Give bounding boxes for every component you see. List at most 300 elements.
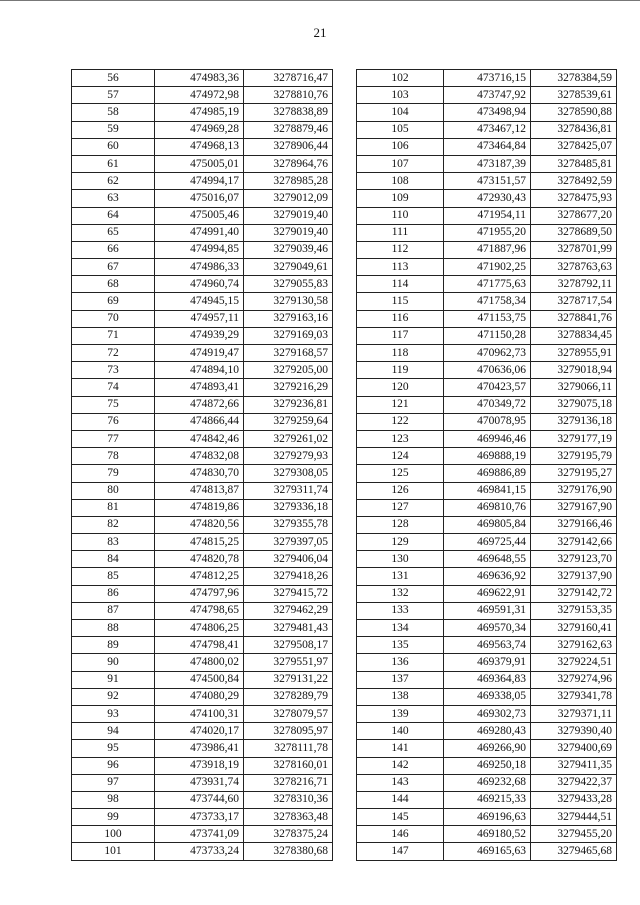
table-row — [357, 551, 617, 568]
table-row — [72, 224, 333, 241]
x-coordinate-cell: 469250,18 — [444, 757, 531, 774]
top-border-line — [0, 0, 640, 1]
table-row — [72, 585, 333, 602]
y-coordinate-cell: 3279019,40 — [244, 224, 333, 241]
point-number-cell: 96 — [72, 757, 155, 774]
x-coordinate-cell: 473151,57 — [444, 173, 531, 190]
point-number-cell: 122 — [357, 413, 444, 430]
y-coordinate-cell: 3279195,79 — [531, 448, 617, 465]
x-coordinate-cell: 470423,57 — [444, 379, 531, 396]
y-coordinate-cell: 3278964,76 — [244, 155, 333, 172]
y-coordinate-cell: 3278792,11 — [531, 276, 617, 293]
point-number-cell: 142 — [357, 757, 444, 774]
y-coordinate-cell: 3279012,09 — [244, 190, 333, 207]
point-number-cell: 106 — [357, 138, 444, 155]
x-coordinate-cell: 474972,98 — [155, 87, 244, 104]
table-row — [72, 654, 333, 671]
point-number-cell: 66 — [72, 241, 155, 258]
y-coordinate-cell: 3279481,43 — [244, 620, 333, 637]
table-row — [357, 809, 617, 826]
table-row — [357, 121, 617, 138]
table-row — [357, 138, 617, 155]
x-coordinate-cell: 469266,90 — [444, 740, 531, 757]
y-coordinate-cell: 3279508,17 — [244, 637, 333, 654]
point-number-cell: 75 — [72, 396, 155, 413]
x-coordinate-cell: 473747,92 — [444, 87, 531, 104]
x-coordinate-cell: 473467,12 — [444, 121, 531, 138]
y-coordinate-cell: 3279341,78 — [531, 688, 617, 705]
point-number-cell: 98 — [72, 791, 155, 808]
y-coordinate-cell: 3279131,22 — [244, 671, 333, 688]
point-number-cell: 67 — [72, 259, 155, 276]
table-row — [72, 637, 333, 654]
x-coordinate-cell: 473464,84 — [444, 138, 531, 155]
y-coordinate-cell: 3279142,72 — [531, 585, 617, 602]
y-coordinate-cell: 3278485,81 — [531, 155, 617, 172]
x-coordinate-cell: 474985,19 — [155, 104, 244, 121]
y-coordinate-cell: 3278475,93 — [531, 190, 617, 207]
x-coordinate-cell: 474080,29 — [155, 688, 244, 705]
table-row — [357, 448, 617, 465]
table-row — [357, 499, 617, 516]
table-row — [357, 740, 617, 757]
x-coordinate-cell: 475005,46 — [155, 207, 244, 224]
table-row — [357, 327, 617, 344]
y-coordinate-cell: 3279055,83 — [244, 276, 333, 293]
table-row — [72, 430, 333, 447]
point-number-cell: 134 — [357, 620, 444, 637]
y-coordinate-cell: 3279259,64 — [244, 413, 333, 430]
point-number-cell: 114 — [357, 276, 444, 293]
table-row — [357, 602, 617, 619]
point-number-cell: 125 — [357, 465, 444, 482]
y-coordinate-cell: 3278841,76 — [531, 310, 617, 327]
table-row — [357, 362, 617, 379]
y-coordinate-cell: 3279444,51 — [531, 809, 617, 826]
point-number-cell: 119 — [357, 362, 444, 379]
point-number-cell: 144 — [357, 791, 444, 808]
x-coordinate-cell: 474806,25 — [155, 620, 244, 637]
x-coordinate-cell: 469622,91 — [444, 585, 531, 602]
y-coordinate-cell: 3278384,59 — [531, 70, 617, 87]
x-coordinate-cell: 474813,87 — [155, 482, 244, 499]
y-coordinate-cell: 3279224,51 — [531, 654, 617, 671]
table-row — [357, 293, 617, 310]
y-coordinate-cell: 3279311,74 — [244, 482, 333, 499]
table-row — [72, 620, 333, 637]
table-row — [72, 362, 333, 379]
x-coordinate-cell: 471887,96 — [444, 241, 531, 258]
point-number-cell: 72 — [72, 345, 155, 362]
x-coordinate-cell: 474969,28 — [155, 121, 244, 138]
x-coordinate-cell: 473733,17 — [155, 809, 244, 826]
table-row — [72, 705, 333, 722]
table-row — [72, 602, 333, 619]
x-coordinate-cell: 471153,75 — [444, 310, 531, 327]
table-row — [72, 688, 333, 705]
table-row — [357, 173, 617, 190]
y-coordinate-cell: 3278436,81 — [531, 121, 617, 138]
coordinates-table-right-body — [357, 70, 617, 861]
point-number-cell: 109 — [357, 190, 444, 207]
x-coordinate-cell: 474991,40 — [155, 224, 244, 241]
y-coordinate-cell: 3278375,24 — [244, 826, 333, 843]
y-coordinate-cell: 3279308,05 — [244, 465, 333, 482]
x-coordinate-cell: 474986,33 — [155, 259, 244, 276]
y-coordinate-cell: 3279455,20 — [531, 826, 617, 843]
y-coordinate-cell: 3279422,37 — [531, 774, 617, 791]
y-coordinate-cell: 3278717,54 — [531, 293, 617, 310]
point-number-cell: 85 — [72, 568, 155, 585]
x-coordinate-cell: 472930,43 — [444, 190, 531, 207]
coordinates-table-left-body — [72, 70, 333, 861]
y-coordinate-cell: 3279169,03 — [244, 327, 333, 344]
x-coordinate-cell: 474800,02 — [155, 654, 244, 671]
table-row — [72, 104, 333, 121]
point-number-cell: 74 — [72, 379, 155, 396]
table-row — [357, 87, 617, 104]
point-number-cell: 91 — [72, 671, 155, 688]
point-number-cell: 115 — [357, 293, 444, 310]
point-number-cell: 82 — [72, 516, 155, 533]
x-coordinate-cell: 474819,86 — [155, 499, 244, 516]
point-number-cell: 93 — [72, 705, 155, 722]
point-number-cell: 116 — [357, 310, 444, 327]
table-row — [357, 843, 617, 860]
point-number-cell: 132 — [357, 585, 444, 602]
point-number-cell: 135 — [357, 637, 444, 654]
y-coordinate-cell: 3278879,46 — [244, 121, 333, 138]
y-coordinate-cell: 3279162,63 — [531, 637, 617, 654]
y-coordinate-cell: 3278810,76 — [244, 87, 333, 104]
table-row — [72, 310, 333, 327]
point-number-cell: 69 — [72, 293, 155, 310]
y-coordinate-cell: 3279160,41 — [531, 620, 617, 637]
point-number-cell: 118 — [357, 345, 444, 362]
table-row — [72, 843, 333, 860]
table-row — [72, 516, 333, 533]
point-number-cell: 133 — [357, 602, 444, 619]
point-number-cell: 68 — [72, 276, 155, 293]
x-coordinate-cell: 474100,31 — [155, 705, 244, 722]
y-coordinate-cell: 3279411,35 — [531, 757, 617, 774]
point-number-cell: 78 — [72, 448, 155, 465]
table-row — [357, 430, 617, 447]
x-coordinate-cell: 469302,73 — [444, 705, 531, 722]
table-row — [357, 774, 617, 791]
point-number-cell: 88 — [72, 620, 155, 637]
table-row — [72, 809, 333, 826]
point-number-cell: 64 — [72, 207, 155, 224]
y-coordinate-cell: 3279371,11 — [531, 705, 617, 722]
table-row — [357, 224, 617, 241]
table-row — [72, 791, 333, 808]
y-coordinate-cell: 3279261,02 — [244, 430, 333, 447]
y-coordinate-cell: 3278985,28 — [244, 173, 333, 190]
x-coordinate-cell: 474945,15 — [155, 293, 244, 310]
y-coordinate-cell: 3278539,61 — [531, 87, 617, 104]
point-number-cell: 104 — [357, 104, 444, 121]
x-coordinate-cell: 473741,09 — [155, 826, 244, 843]
y-coordinate-cell: 3279166,46 — [531, 516, 617, 533]
y-coordinate-cell: 3278111,78 — [244, 740, 333, 757]
y-coordinate-cell: 3278677,20 — [531, 207, 617, 224]
table-row — [72, 345, 333, 362]
table-row — [357, 190, 617, 207]
x-coordinate-cell: 474994,17 — [155, 173, 244, 190]
table-row — [72, 534, 333, 551]
point-number-cell: 141 — [357, 740, 444, 757]
x-coordinate-cell: 474894,10 — [155, 362, 244, 379]
y-coordinate-cell: 3279039,46 — [244, 241, 333, 258]
table-row — [357, 379, 617, 396]
y-coordinate-cell: 3278701,99 — [531, 241, 617, 258]
table-row — [357, 534, 617, 551]
table-row — [72, 293, 333, 310]
x-coordinate-cell: 474830,70 — [155, 465, 244, 482]
y-coordinate-cell: 3278763,63 — [531, 259, 617, 276]
table-row — [357, 70, 617, 87]
coordinates-table-left — [71, 69, 333, 861]
table-row — [72, 207, 333, 224]
x-coordinate-cell: 470962,73 — [444, 345, 531, 362]
y-coordinate-cell: 3279400,69 — [531, 740, 617, 757]
point-number-cell: 70 — [72, 310, 155, 327]
x-coordinate-cell: 469364,83 — [444, 671, 531, 688]
table-row — [357, 516, 617, 533]
point-number-cell: 95 — [72, 740, 155, 757]
x-coordinate-cell: 469165,63 — [444, 843, 531, 860]
y-coordinate-cell: 3278160,01 — [244, 757, 333, 774]
point-number-cell: 124 — [357, 448, 444, 465]
x-coordinate-cell: 471758,34 — [444, 293, 531, 310]
x-coordinate-cell: 475005,01 — [155, 155, 244, 172]
point-number-cell: 131 — [357, 568, 444, 585]
point-number-cell: 59 — [72, 121, 155, 138]
table-row — [72, 465, 333, 482]
point-number-cell: 62 — [72, 173, 155, 190]
x-coordinate-cell: 469648,55 — [444, 551, 531, 568]
table-row — [72, 138, 333, 155]
point-number-cell: 120 — [357, 379, 444, 396]
x-coordinate-cell: 469591,31 — [444, 602, 531, 619]
table-row — [357, 791, 617, 808]
x-coordinate-cell: 474815,25 — [155, 534, 244, 551]
table-row — [72, 482, 333, 499]
y-coordinate-cell: 3279397,05 — [244, 534, 333, 551]
table-row — [357, 688, 617, 705]
point-number-cell: 105 — [357, 121, 444, 138]
point-number-cell: 117 — [357, 327, 444, 344]
x-coordinate-cell: 471955,20 — [444, 224, 531, 241]
y-coordinate-cell: 3278079,57 — [244, 705, 333, 722]
table-row — [72, 276, 333, 293]
point-number-cell: 138 — [357, 688, 444, 705]
point-number-cell: 89 — [72, 637, 155, 654]
y-coordinate-cell: 3279019,40 — [244, 207, 333, 224]
point-number-cell: 110 — [357, 207, 444, 224]
y-coordinate-cell: 3278834,45 — [531, 327, 617, 344]
point-number-cell: 86 — [72, 585, 155, 602]
point-number-cell: 77 — [72, 430, 155, 447]
x-coordinate-cell: 474983,36 — [155, 70, 244, 87]
x-coordinate-cell: 474842,46 — [155, 430, 244, 447]
point-number-cell: 140 — [357, 723, 444, 740]
x-coordinate-cell: 471902,25 — [444, 259, 531, 276]
point-number-cell: 111 — [357, 224, 444, 241]
point-number-cell: 94 — [72, 723, 155, 740]
x-coordinate-cell: 469232,68 — [444, 774, 531, 791]
point-number-cell: 123 — [357, 430, 444, 447]
x-coordinate-cell: 474500,84 — [155, 671, 244, 688]
point-number-cell: 87 — [72, 602, 155, 619]
table-row — [72, 396, 333, 413]
page-number: 21 — [313, 25, 327, 40]
x-coordinate-cell: 473498,94 — [444, 104, 531, 121]
x-coordinate-cell: 474919,47 — [155, 345, 244, 362]
x-coordinate-cell: 473918,19 — [155, 757, 244, 774]
point-number-cell: 137 — [357, 671, 444, 688]
x-coordinate-cell: 470349,72 — [444, 396, 531, 413]
point-number-cell: 99 — [72, 809, 155, 826]
y-coordinate-cell: 3279075,18 — [531, 396, 617, 413]
y-coordinate-cell: 3278955,91 — [531, 345, 617, 362]
point-number-cell: 143 — [357, 774, 444, 791]
table-row — [72, 671, 333, 688]
point-number-cell: 127 — [357, 499, 444, 516]
point-number-cell: 81 — [72, 499, 155, 516]
table-row — [357, 637, 617, 654]
x-coordinate-cell: 469570,34 — [444, 620, 531, 637]
x-coordinate-cell: 474812,25 — [155, 568, 244, 585]
x-coordinate-cell: 469280,43 — [444, 723, 531, 740]
table-row — [357, 585, 617, 602]
table-row — [72, 723, 333, 740]
y-coordinate-cell: 3278716,47 — [244, 70, 333, 87]
y-coordinate-cell: 3279018,94 — [531, 362, 617, 379]
point-number-cell: 60 — [72, 138, 155, 155]
table-row — [357, 482, 617, 499]
y-coordinate-cell: 3278289,79 — [244, 688, 333, 705]
point-number-cell: 130 — [357, 551, 444, 568]
table-row — [357, 396, 617, 413]
y-coordinate-cell: 3279355,78 — [244, 516, 333, 533]
x-coordinate-cell: 469215,33 — [444, 791, 531, 808]
x-coordinate-cell: 474893,41 — [155, 379, 244, 396]
y-coordinate-cell: 3279274,96 — [531, 671, 617, 688]
x-coordinate-cell: 471150,28 — [444, 327, 531, 344]
x-coordinate-cell: 469810,76 — [444, 499, 531, 516]
table-row — [72, 379, 333, 396]
y-coordinate-cell: 3279066,11 — [531, 379, 617, 396]
table-row — [72, 774, 333, 791]
point-number-cell: 103 — [357, 87, 444, 104]
x-coordinate-cell: 474020,17 — [155, 723, 244, 740]
y-coordinate-cell: 3278425,07 — [531, 138, 617, 155]
y-coordinate-cell: 3279195,27 — [531, 465, 617, 482]
table-row — [357, 568, 617, 585]
point-number-cell: 145 — [357, 809, 444, 826]
y-coordinate-cell: 3279433,28 — [531, 791, 617, 808]
table-row — [357, 207, 617, 224]
x-coordinate-cell: 469636,92 — [444, 568, 531, 585]
x-coordinate-cell: 474797,96 — [155, 585, 244, 602]
x-coordinate-cell: 474820,56 — [155, 516, 244, 533]
point-number-cell: 146 — [357, 826, 444, 843]
x-coordinate-cell: 469805,84 — [444, 516, 531, 533]
point-number-cell: 101 — [72, 843, 155, 860]
y-coordinate-cell: 3279153,35 — [531, 602, 617, 619]
y-coordinate-cell: 3279137,90 — [531, 568, 617, 585]
table-row — [357, 757, 617, 774]
x-coordinate-cell: 469379,91 — [444, 654, 531, 671]
y-coordinate-cell: 3278363,48 — [244, 809, 333, 826]
point-number-cell: 128 — [357, 516, 444, 533]
point-number-cell: 73 — [72, 362, 155, 379]
x-coordinate-cell: 470078,95 — [444, 413, 531, 430]
point-number-cell: 61 — [72, 155, 155, 172]
y-coordinate-cell: 3279177,19 — [531, 430, 617, 447]
x-coordinate-cell: 469196,63 — [444, 809, 531, 826]
point-number-cell: 80 — [72, 482, 155, 499]
x-coordinate-cell: 469841,15 — [444, 482, 531, 499]
point-number-cell: 76 — [72, 413, 155, 430]
y-coordinate-cell: 3279279,93 — [244, 448, 333, 465]
table-row — [357, 654, 617, 671]
table-row — [72, 173, 333, 190]
x-coordinate-cell: 474832,08 — [155, 448, 244, 465]
y-coordinate-cell: 3279336,18 — [244, 499, 333, 516]
y-coordinate-cell: 3279123,70 — [531, 551, 617, 568]
y-coordinate-cell: 3278095,97 — [244, 723, 333, 740]
table-row — [357, 705, 617, 722]
point-number-cell: 102 — [357, 70, 444, 87]
x-coordinate-cell: 470636,06 — [444, 362, 531, 379]
table-row — [72, 190, 333, 207]
x-coordinate-cell: 469563,74 — [444, 637, 531, 654]
table-row — [357, 241, 617, 258]
table-row — [357, 310, 617, 327]
x-coordinate-cell: 469888,19 — [444, 448, 531, 465]
table-row — [357, 826, 617, 843]
x-coordinate-cell: 474798,41 — [155, 637, 244, 654]
x-coordinate-cell: 473986,41 — [155, 740, 244, 757]
table-row — [357, 465, 617, 482]
point-number-cell: 90 — [72, 654, 155, 671]
table-row — [72, 241, 333, 258]
point-number-cell: 56 — [72, 70, 155, 87]
x-coordinate-cell: 473716,15 — [444, 70, 531, 87]
y-coordinate-cell: 3278689,50 — [531, 224, 617, 241]
y-coordinate-cell: 3279415,72 — [244, 585, 333, 602]
x-coordinate-cell: 469886,89 — [444, 465, 531, 482]
point-number-cell: 147 — [357, 843, 444, 860]
y-coordinate-cell: 3278216,71 — [244, 774, 333, 791]
point-number-cell: 113 — [357, 259, 444, 276]
y-coordinate-cell: 3279216,29 — [244, 379, 333, 396]
table-row — [72, 413, 333, 430]
point-number-cell: 65 — [72, 224, 155, 241]
y-coordinate-cell: 3279168,57 — [244, 345, 333, 362]
y-coordinate-cell: 3279462,29 — [244, 602, 333, 619]
x-coordinate-cell: 469180,52 — [444, 826, 531, 843]
x-coordinate-cell: 474866,44 — [155, 413, 244, 430]
y-coordinate-cell: 3279418,26 — [244, 568, 333, 585]
point-number-cell: 92 — [72, 688, 155, 705]
table-row — [357, 671, 617, 688]
x-coordinate-cell: 473733,24 — [155, 843, 244, 860]
x-coordinate-cell: 473187,39 — [444, 155, 531, 172]
